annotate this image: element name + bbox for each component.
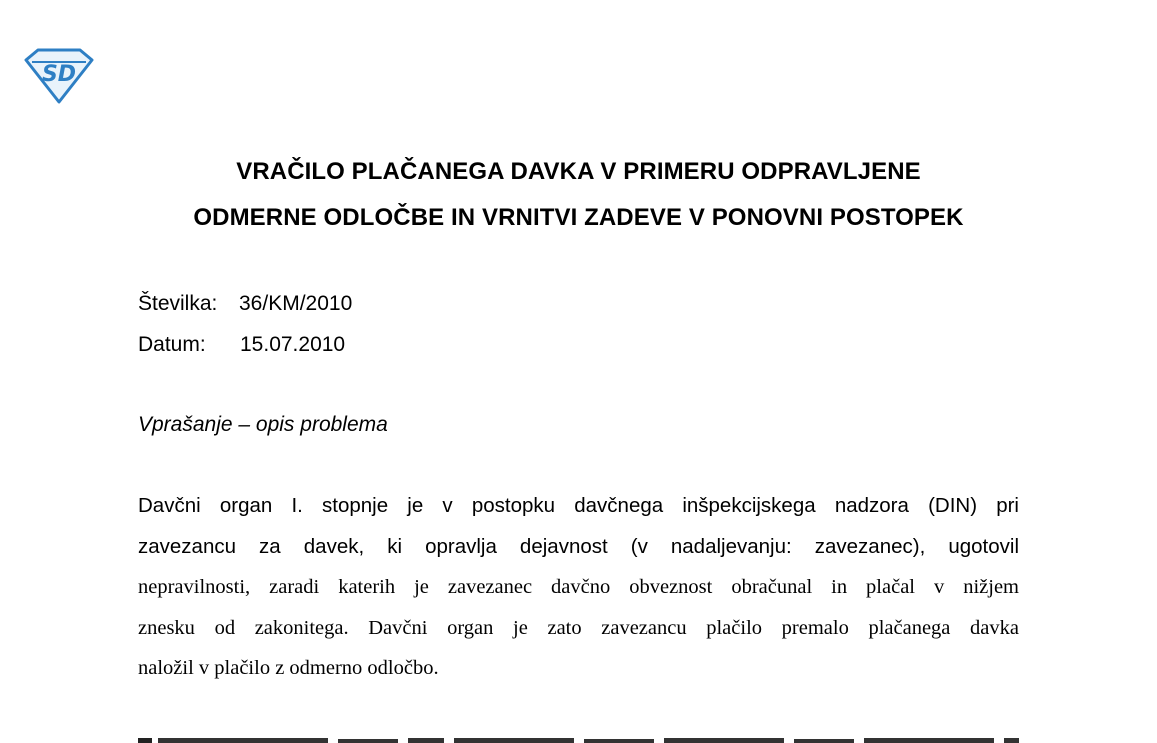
document-number-row — [138, 292, 353, 316]
document-number-value: 36/KM/2010 — [239, 292, 353, 315]
paragraph-line: Davčni organ I. stopnje je v postopku davčnega inšpekcijskega nadzora (DIN) pri — [138, 494, 1019, 517]
cropped-next-paragraph — [138, 732, 1019, 743]
paragraph-line: znesku od zakonitega. Davčni organ je zato zavezancu plačilo premalo plačanega davka — [138, 617, 1019, 639]
section-heading: Vprašanje – opis problema — [138, 413, 388, 436]
document-date-row — [138, 333, 346, 357]
document-title-line-1: VRAČILO PLAČANEGA DAVKA V PRIMERU ODPRAVLJENE — [236, 158, 921, 185]
document-date-value: 15.07.2010 — [240, 333, 346, 356]
company-logo — [22, 48, 96, 104]
document-number-label: Številka: — [138, 292, 218, 315]
document-title-line-2: ODMERNE ODLOČBE IN VRNITVI ZADEVE V PONOVNI POSTOPEK — [193, 204, 964, 231]
logo-text: SD — [41, 62, 77, 87]
paragraph-line: zavezancu za davek, ki opravlja dejavnost (v nadaljevanju: zavezanec), ugotovil — [138, 535, 1019, 558]
document-date-label: Datum: — [138, 333, 206, 356]
cropped-text-fragment — [138, 734, 1019, 743]
paragraph-line: naložil v plačilo z odmerno odločbo. — [138, 657, 439, 679]
paragraph-line: nepravilnosti, zaradi katerih je zavezanec davčno obveznost obračunal in plačal v nižjem — [138, 576, 1019, 598]
